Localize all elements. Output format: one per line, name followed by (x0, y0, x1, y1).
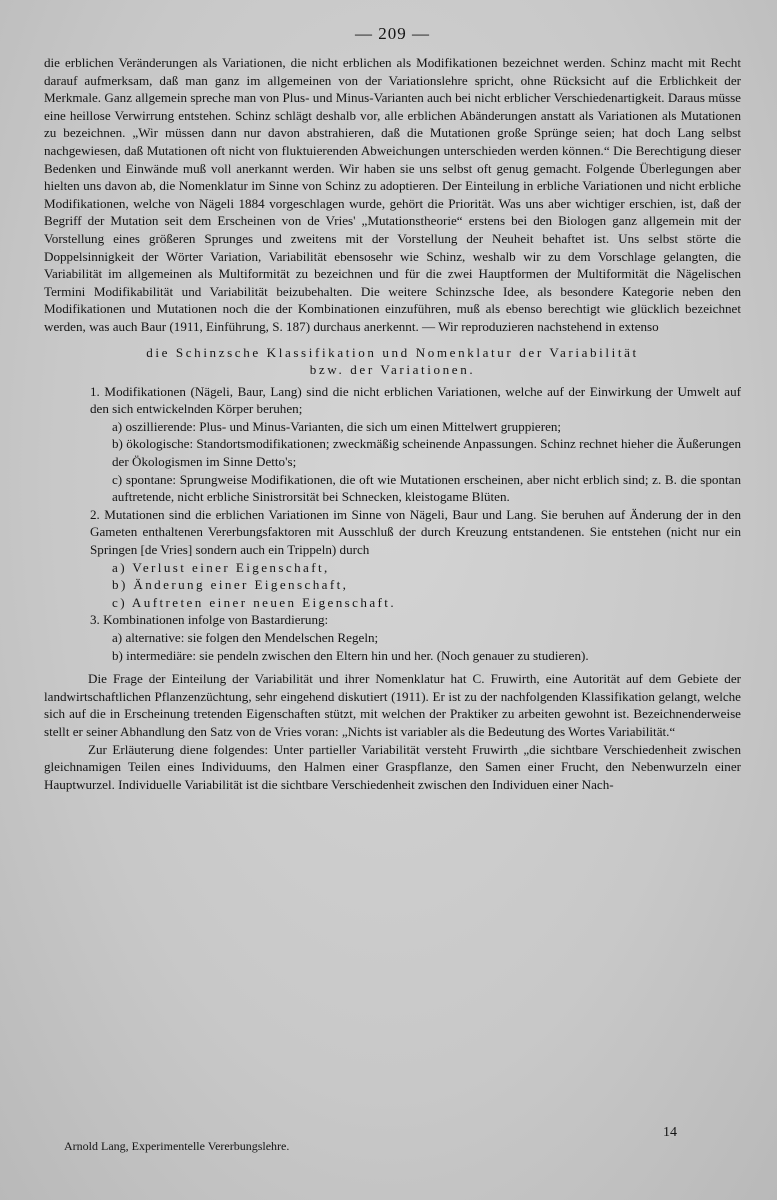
footer-signature: 14 (663, 1125, 677, 1140)
sublist-mutationen (112, 559, 741, 612)
list-item-alternative: a) alternative: sie folgen den Mendelschen Regeln; (112, 630, 379, 645)
footer-author: Arnold Lang, Experimentelle Vererbungslehre. (64, 1139, 290, 1153)
list-item-auftreten: c) Auftreten einer neuen Eigenschaft. (112, 594, 397, 610)
list-item-modifikationen: 1. Modifikationen (Nägeli, Baur, Lang) sind die nicht erblichen Variationen, welche auf der Einwirkung der Umwelt auf den sich entwickelnden Körper beruhen; (90, 383, 741, 417)
heading-line-1: die Schinzsche Klassifikation und Nomenklatur der Variabilität (146, 344, 639, 360)
paragraph-fruwirth: Die Frage der Einteilung der Variabilität und ihrer Nomenklatur hat C. Fruwirth, eine Autorität auf dem Gebiete der landwirtschaftlichen Pflanzenzüchtung, sehr eingehend diskutiert (1911). Er ist zu der nachfolgenden Klassifikation gelangt, welche sich auf die in Erscheinung tretenden Eigenschaften stützt, mit welchen der Praktiker zu arbeiten gewohnt ist. Bezeichnenderweise stellt er seiner Abhandlung den Satz von de Vries voran: „Nichts ist variabler als die Bedeutung des Wortes Variabilität.“ (44, 671, 741, 739)
list-item-mutationen: 2. Mutationen sind die erblichen Variationen im Sinne von Nägeli, Baur und Lang. Sie beruhen auf Änderung der in den Gameten enthaltenen Vererbungsfaktoren mit Ausschluß der durch Kreuzung entstandenen. Sie entstehen (nicht nur ein Springen [de Vries] sondern auch ein Trippeln) durch (90, 506, 741, 558)
page-footer (64, 1125, 677, 1154)
list-item-verlust: a) Verlust einer Eigenschaft, (112, 559, 330, 575)
list-item-oszillierende: a) oszillierende: Plus- und Minus-Varianten, die sich um einen Mittelwert gruppieren; (112, 418, 562, 434)
page-body (44, 54, 741, 793)
classification-list (90, 383, 741, 665)
list-item-kombinationen: 3. Kombinationen infolge von Bastardierung: (90, 612, 329, 628)
heading-line-2: bzw. der Variationen. (309, 362, 476, 378)
paragraph-erlaeuterung: Zur Erläuterung diene folgendes: Unter partieller Variabilität versteht Fruwirth „die sichtbare Verschiedenheit zwischen gleichnamigen Teilen eines Individuums, den Halmen einer Graspflanze, den Samen einer Frucht, den Nebenwurzeln einer Hauptwurzel. Individuelle Variabilität ist die sichtbare Verschiedenheit zwischen den Individuen einer Nach- (44, 741, 741, 792)
list-item-intermediaere: b) intermediäre: sie pendeln zwischen den Eltern hin und her. (Noch genauer zu studieren). (112, 647, 589, 663)
list-item-oekologische: b) ökologische: Standortsmodifikationen; zweckmäßig scheinende Anpassungen. Schinz rechnet hieher die Äußerungen der Ökologismen im Sinne Detto's; (112, 436, 741, 470)
sublist-modifikationen (112, 418, 741, 506)
section-heading (44, 344, 741, 379)
sublist-kombinationen (112, 629, 741, 664)
list-item-aenderung: b) Änderung einer Eigenschaft, (112, 577, 349, 593)
page-number: — 209 — (355, 24, 430, 43)
list-item-spontane: c) spontane: Sprungweise Modifikationen, die oft wie Mutationen erscheinen, aber nicht erblich sind; z. B. die spontan auftretende, nicht erbliche Sinistrorsität bei Schnecken, kleistogame Blüten. (112, 471, 741, 505)
paragraph-schinz-critique: die erblichen Veränderungen als Variationen, die nicht erblichen als Modifikationen bezeichnet werden. Schinz macht mit Recht darauf aufmerksam, daß man ganz im allgemeinen von der Variationslehre spricht, ohne Rücksicht auf die Erblichkeit der Merkmale. Ganz allgemein spreche man von Plus- und Minus-Varianten auch bei nicht erblicher Verschiedenartigkeit. Daraus müsse eine heillose Verwirrung entstehen. Schinz schlägt deshalb vor, alle erblichen Abänderungen anstatt als Variationen als Mutationen zu bezeichnen. „Wir müssen dann nur davon abstrahieren, daß die Mutationen große Sprünge seien; hat doch Lang selbst nachgewiesen, daß Mutationen oft nicht von fluktuierenden Abweichungen unterschieden werden können.“ Die Berechtigung dieser Bedenken und Einwände muß voll anerkannt werden. Wir haben sie uns selbst oft genug gemacht. Folgende Überlegungen aber hielten uns davon ab, die Nomenklatur im Sinne von Schinz zu adoptieren. Der Einteilung in erbliche Variationen und nicht erbliche Modifikationen, welche von Nägeli 1884 vorgeschlagen wurde, gehört die Priorität. Was uns aber wichtiger erschien, ist, daß der Begriff der Mutation seit dem Erscheinen von de Vries' „Mutationstheorie“ erstens bei den Biologen ganz allgemein mit der Vorstellung eines größeren Sprunges und zweitens mit der Vorstellung der Neuheit behaftet ist. Uns selbst störte die Doppelsinnigkeit der Wörter Variation, Variabilität ebensosehr wie Schinz, weshalb wir zu dem Vorschlage gelangten, die Variabilität im allgemeinen als Multiformität zu bezeichnen und für die zwei Hauptformen der Multiformität die Nägelischen Termini Modifikabilität und Variabilität beizubehalten. Die weitere Schinzsche Idee, als besondere Kategorie neben den Modifikationen und Mutationen noch die der Kombinationen einzuführen, muß als ebenso berechtigt wie glücklich bezeichnet werden, was auch Baur (1911, Einführung, S. 187) durchaus anerkennt. — Wir reproduzieren nachstehend in extenso (44, 55, 741, 334)
